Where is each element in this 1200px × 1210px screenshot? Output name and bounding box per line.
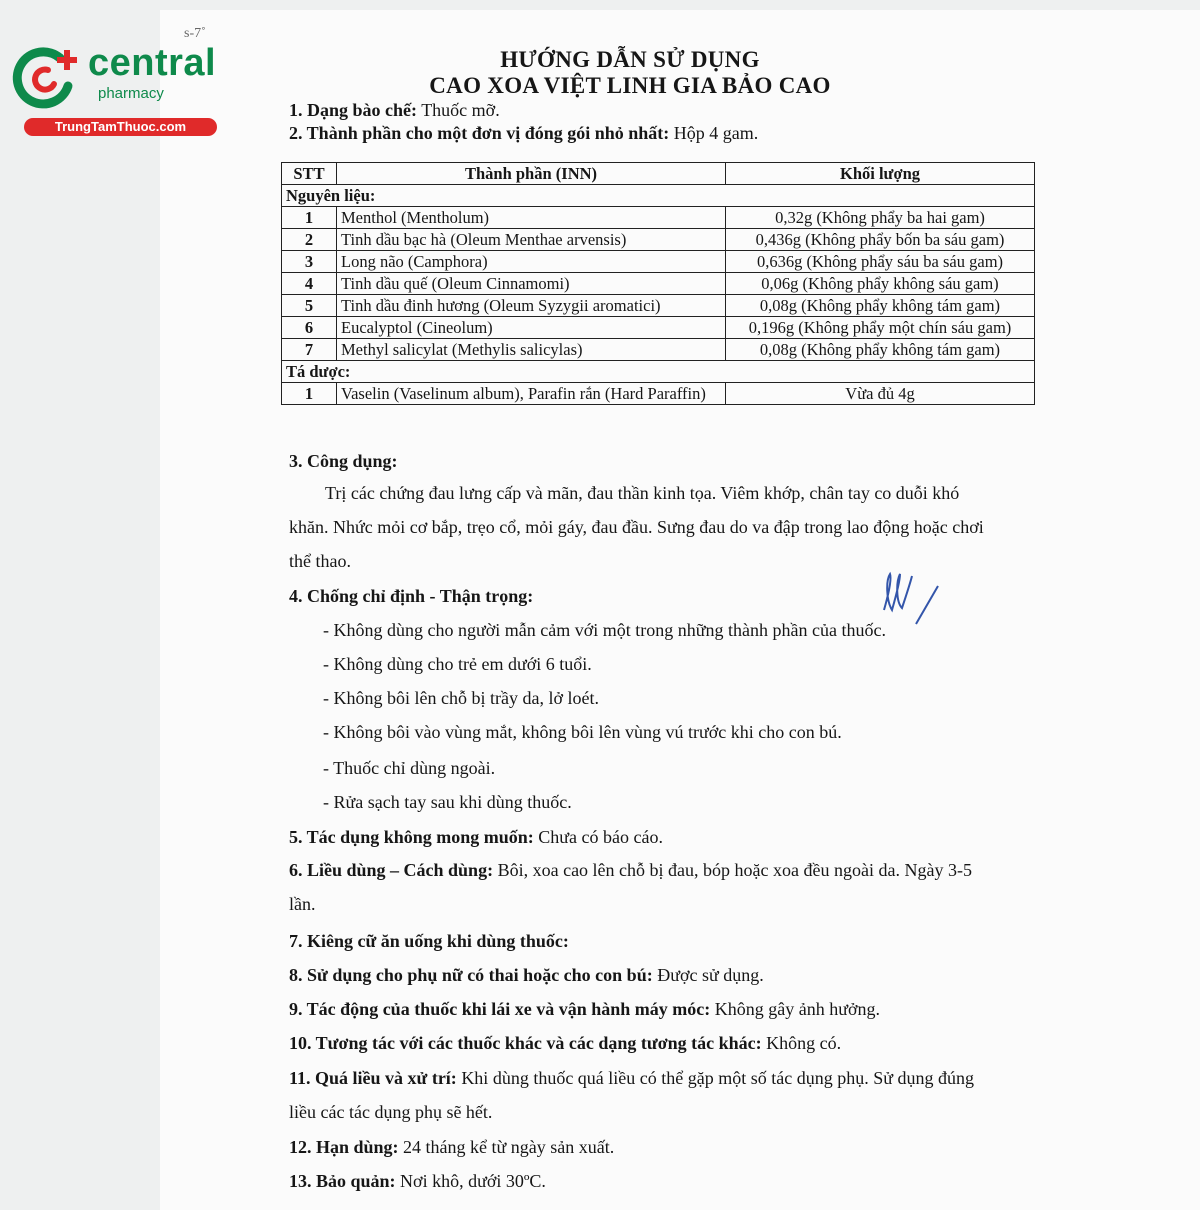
- section-3-heading: 3. Công dụng:: [289, 451, 398, 471]
- section-3-text: Trị các chứng đau lưng cấp và mãn, đau thần kinh tọa. Viêm khớp, chân tay co duỗi khó khăn. Nhức mỏi cơ bắp, trẹo cổ, mỏi gáy, đau đầu. Sưng đau do va đập trong lao động hoặc chơi thể thao.: [289, 483, 984, 571]
- section-10: 10. Tương tác với các thuốc khác và các dạng tương tác khác: Không có.: [289, 1033, 842, 1053]
- section-6: 6. Liều dùng – Cách dùng: Bôi, xoa cao lên chỗ bị đau, bóp hoặc xoa đều ngoài da. Ngày 3-5 lần.: [289, 860, 972, 914]
- section-1: 1. Dạng bào chế: Thuốc mỡ.: [289, 100, 500, 120]
- header-mass: Khối lượng: [726, 163, 1035, 185]
- section-8: 8. Sử dụng cho phụ nữ có thai hoặc cho con bú: Được sử dụng.: [289, 965, 764, 985]
- table-row: 5 Tinh dầu đinh hương (Oleum Syzygii aromatici) 0,08g (Không phẩy không tám gam): [282, 295, 1035, 317]
- section-11: 11. Quá liều và xử trí: Khi dùng thuốc quá liều có thể gặp một số tác dụng phụ. Sử dụng đúng liều các tác dụng phụ sẽ hết.: [289, 1068, 975, 1122]
- group-row-active: Nguyên liệu:: [282, 185, 1035, 207]
- stray-pen-mark: s-7˚: [184, 26, 206, 41]
- composition-table: [281, 162, 1035, 405]
- table-row: 3 Long não (Camphora) 0,636g (Không phẩy sáu ba sáu gam): [282, 251, 1035, 273]
- header-ingredient: Thành phần (INN): [337, 163, 726, 185]
- section-13: 13. Bảo quản: Nơi khô, dưới 30ºC.: [289, 1171, 546, 1191]
- table-row: 7 Methyl salicylat (Methylis salicylas) 0,08g (Không phẩy không tám gam): [282, 339, 1035, 361]
- section-5: 5. Tác dụng không mong muốn: Chưa có báo cáo.: [289, 827, 663, 847]
- list-item: - Không dùng cho người mẫn cảm với một trong những thành phần của thuốc.: [323, 620, 886, 640]
- table-row: 1 Vaselin (Vaselinum album), Parafin rắn (Hard Paraffin) Vừa đủ 4g: [282, 383, 1035, 405]
- group-row-excipient: Tá dược:: [282, 361, 1035, 383]
- section-4-heading: 4. Chống chỉ định - Thận trọng:: [289, 586, 534, 606]
- logo-name: central: [88, 42, 217, 84]
- section-7: 7. Kiêng cữ ăn uống khi dùng thuốc:: [289, 931, 569, 951]
- list-item: - Không bôi lên chỗ bị trầy da, lở loét.: [323, 688, 599, 708]
- header-stt: STT: [282, 163, 337, 185]
- doc-title: HƯỚNG DẪN SỬ DỤNG: [500, 47, 760, 72]
- section-9: 9. Tác động của thuốc khi lái xe và vận hành máy móc: Không gây ảnh hưởng.: [289, 999, 880, 1019]
- section-12: 12. Hạn dùng: 24 tháng kể từ ngày sản xuất.: [289, 1137, 615, 1157]
- table-header-row: [282, 163, 1035, 185]
- handwritten-signature: [878, 566, 948, 626]
- table-row: 1 Menthol (Mentholum) 0,32g (Không phẩy ba hai gam): [282, 207, 1035, 229]
- logo-website[interactable]: TrungTamThuoc.com: [24, 118, 217, 136]
- table-row: 4 Tinh dầu quế (Oleum Cinnamomi) 0,06g (Không phẩy không sáu gam): [282, 273, 1035, 295]
- list-item: - Không dùng cho trẻ em dưới 6 tuổi.: [323, 654, 592, 674]
- section-2: 2. Thành phần cho một đơn vị đóng gói nhỏ nhất: Hộp 4 gam.: [289, 123, 759, 143]
- list-item: - Thuốc chỉ dùng ngoài.: [323, 758, 496, 778]
- list-item: - Rửa sạch tay sau khi dùng thuốc.: [323, 792, 572, 812]
- doc-product-name: CAO XOA VIỆT LINH GIA BẢO CAO: [429, 73, 831, 98]
- pharmacy-cross-icon: [8, 36, 88, 116]
- list-item: - Không bôi vào vùng mắt, không bôi lên vùng vú trước khi cho con bú.: [323, 722, 842, 742]
- logo-subtitle: pharmacy: [98, 85, 164, 102]
- table-row: 6 Eucalyptol (Cineolum) 0,196g (Không phẩy một chín sáu gam): [282, 317, 1035, 339]
- central-pharmacy-logo[interactable]: [8, 36, 223, 136]
- table-row: 2 Tinh dầu bạc hà (Oleum Menthae arvensis) 0,436g (Không phẩy bốn ba sáu gam): [282, 229, 1035, 251]
